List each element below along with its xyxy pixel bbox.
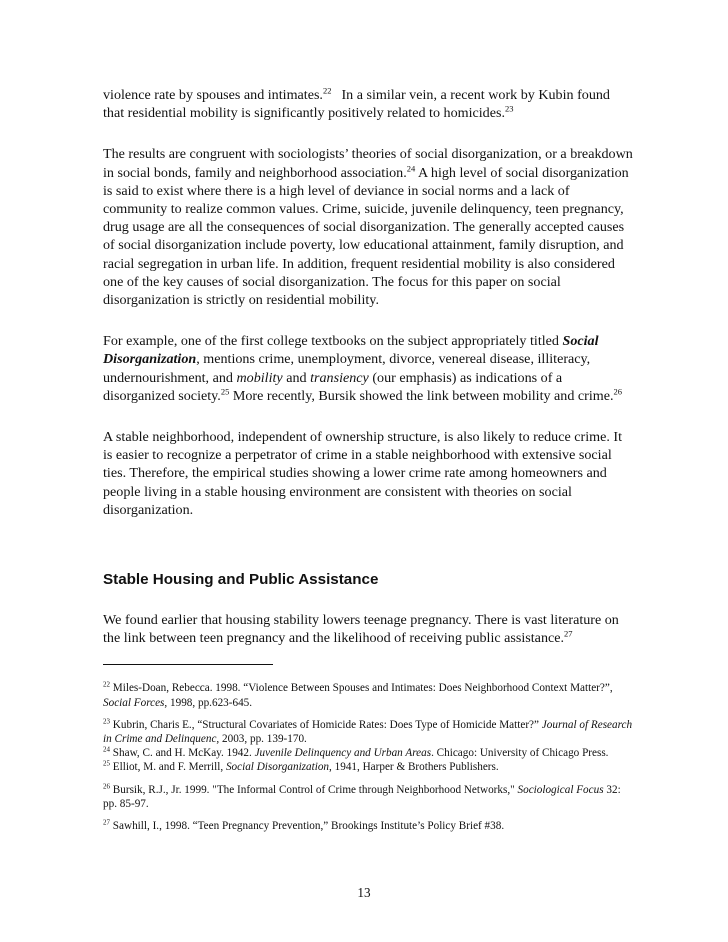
page-number: 13	[357, 885, 371, 900]
footnote-text: Elliot, M. and F. Merrill,	[110, 761, 226, 774]
paragraph-1	[103, 86, 633, 122]
footnote-journal: Sociological Focus	[517, 783, 604, 796]
paragraph-text: , mentions crime, unemployment, divorce, venereal disease, illiteracy, undernourishment, and	[103, 351, 591, 386]
footnote-text: Kubrin, Charis E., “Structural Covariates of Homicide Rates: Does Type of Homicide Matter?”	[110, 718, 542, 731]
footnote-book: Social Disorganization	[225, 761, 330, 774]
paragraph-2	[103, 145, 633, 309]
paragraph-3	[103, 332, 633, 405]
footnote-text: , 1941, Harper & Brothers Publishers.	[329, 761, 499, 774]
footnote-22	[103, 681, 633, 709]
paragraph-text: (our emphasis) as indications of a disorganized society.	[103, 369, 563, 404]
paragraph-text: The results are congruent with sociologists’ theories of social disorganization, or a breakdown in social bonds, family and neighborhood association.	[103, 146, 633, 181]
footnote-ref-27[interactable]: 27	[564, 628, 573, 639]
footnote-number: 25	[103, 759, 110, 768]
footnote-separator	[103, 664, 273, 665]
footnote-number: 23	[103, 717, 110, 726]
paragraph-text: In a similar vein, a recent work by Kubin found that residential mobility is significantly positively related to homicides.	[103, 87, 610, 122]
footnote-text: , 1998, pp.623-645.	[164, 696, 253, 709]
paragraph-text: We found earlier that housing stability lowers teenage pregnancy. There is vast literature on the link between teen pregnancy and the likelihood of receiving public assistance.	[103, 612, 619, 647]
footnote-text: . Chicago: University of Chicago Press.	[431, 747, 609, 760]
footnote-text: 32: pp. 85-97.	[103, 783, 621, 810]
footnote-text: Shaw, C. and H. McKay. 1942.	[110, 747, 255, 760]
footnote-text: 2003, pp. 139-170.	[219, 733, 307, 746]
footnote-25	[103, 760, 633, 774]
paragraph-text: violence rate by spouses and intimates.	[103, 87, 323, 103]
footnote-number: 26	[103, 781, 110, 790]
paragraph-text: and	[282, 369, 311, 386]
footnote-ref-26[interactable]: 26	[613, 386, 623, 397]
paragraph-5	[103, 611, 633, 647]
footnote-number: 24	[103, 745, 110, 754]
footnote-ref-23[interactable]: 23	[505, 103, 514, 114]
footnote-27	[103, 819, 633, 833]
footnote-ref-22[interactable]: 22	[322, 85, 332, 96]
section-heading: Stable Housing and Public Assistance	[103, 571, 379, 589]
footnote-ref-24[interactable]: 24	[406, 162, 416, 173]
footnote-text: Sawhill, I., 1998. “Teen Pregnancy Prevention,” Brookings Institute’s Policy Brief #38.	[110, 820, 505, 833]
footnote-number: 22	[103, 680, 110, 689]
footnote-book: Juvenile Delinquency and Urban Areas	[254, 747, 432, 760]
footnote-ref-25[interactable]: 25	[220, 386, 230, 397]
document-page	[103, 86, 633, 841]
footnote-23	[103, 718, 633, 746]
paragraph-4: A stable neighborhood, independent of ownership structure, is also likely to reduce crime. It is easier to recognize a perpetrator of crime in a stable neighborhood with extensive social ties. Therefore, the empirical studies showing a lower crime rate among homeowners and people living in a stable housing environment are consistent with theories on social disorganization.	[103, 429, 622, 518]
footnote-text: Miles-Doan, Rebecca. 1998. “Violence Between Spouses and Intimates: Does Neighborhood Context Matter?”,	[110, 682, 613, 695]
footnote-number: 27	[103, 818, 110, 827]
footnote-journal: Social Forces	[103, 696, 165, 709]
emphasis-transiency: transiency	[310, 369, 369, 386]
footnote-journal: Journal of Research in Crime and Delinquenc,	[103, 718, 633, 746]
footnote-26	[103, 783, 633, 811]
paragraph-text: For example, one of the first college textbooks on the subject appropriately titled	[103, 333, 563, 350]
book-title-emphasis: Social Disorganization	[103, 333, 599, 368]
emphasis-mobility: mobility	[236, 369, 283, 386]
paragraph-text: More recently, Bursik showed the link between mobility and crime.	[229, 387, 614, 404]
footnote-24	[103, 746, 633, 760]
footnote-text: Bursik, R.J., Jr. 1999. "The Informal Control of Crime through Neighborhood Networks,"	[110, 783, 518, 796]
paragraph-text: A high level of social disorganization is said to exist where there is a high level of deviance in social norms and a lack of community to realize common values. Crime, suicide, juvenile delinquency, teen pregnancy, drug usage are all the consequences of social disorganization. The generally accepted causes of social disorganization include poverty, low educational attainment, family disruption, and racial segregation in urban life. In addition, frequent residential mobility is also considered one of the key causes of social disorganization. The focus for this paper on social disorganization is strictly on residential mobility.	[103, 164, 629, 309]
